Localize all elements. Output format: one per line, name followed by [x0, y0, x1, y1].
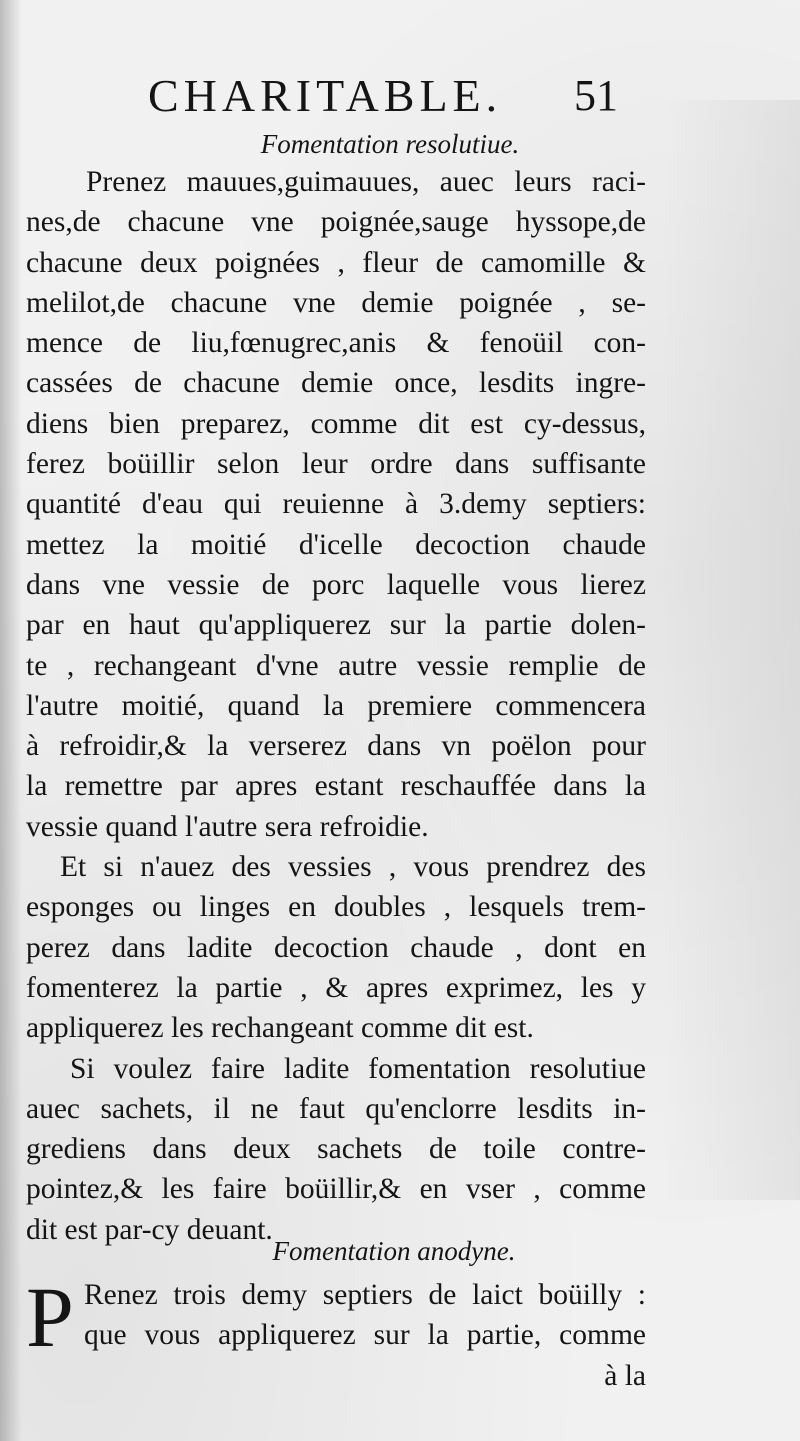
text-line: vessie quand l'autre sera refroidie. — [26, 810, 429, 843]
text-line: cassées de chacune demie once, lesdits ingre- — [26, 367, 646, 400]
text-line: grediens dans deux sachets de toile contre- — [26, 1133, 646, 1166]
text-line: te , rechangeant d'vne autre vessie remplie de — [26, 649, 646, 682]
paragraph — [26, 1049, 646, 1250]
text-line: l'autre moitié, quand la premiere commencera — [26, 689, 646, 722]
page-header — [0, 68, 800, 128]
drop-cap: P — [26, 1269, 74, 1365]
text-line: dans vne vessie de porc laquelle vous lierez — [26, 568, 646, 601]
text-line: mettez la moitié d'icelle decoction chaude — [26, 528, 646, 561]
text-line: Si voulez faire ladite fomentation resolutiue — [70, 1052, 646, 1085]
page-gutter-shadow — [0, 0, 22, 1441]
text-line: pointez,& les faire boüillir,& en vser , comme — [26, 1173, 646, 1206]
text-line: que vous appliquerez sur la partie, comme — [84, 1319, 646, 1352]
text-line: à refroidir,& la verserez dans vn poëlon pour — [26, 730, 646, 763]
paragraph — [26, 162, 646, 847]
show-through-shadow — [660, 100, 800, 1200]
text-line: quantité d'eau qui reuienne à 3.demy septiers: — [26, 488, 646, 521]
section-body — [26, 162, 646, 1250]
text-line: par en haut qu'appliquerez sur la partie dolen- — [26, 609, 646, 642]
section-title: Fomentation anodyne. — [272, 1236, 516, 1266]
text-line: ferez boüillir selon leur ordre dans suffisante — [26, 448, 646, 481]
text-line: à la — [604, 1359, 646, 1392]
page-number: 51 — [574, 71, 618, 120]
paragraph — [26, 847, 646, 1048]
text-line: mence de liu,fœnugrec,anis & fenoüil con- — [26, 327, 646, 360]
text-line: fomenterez la partie , & apres exprimez, les y — [26, 971, 646, 1004]
text-line: Prenez mauues,guimauues, auec leurs raci- — [86, 166, 646, 198]
text-line: auec sachets, il ne faut qu'enclorre lesdits in- — [26, 1092, 646, 1125]
text-line: dit est par-cy deuant. — [26, 1213, 273, 1246]
text-line: Et si n'auez des vessies , vous prendrez des — [60, 851, 646, 884]
text-line: nes,de chacune vne poignée,sauge hyssope,de — [26, 206, 646, 239]
text-line: esponges ou linges en doubles , lesquels trem- — [26, 891, 646, 924]
text-line: Renez trois demy septiers de laict boüilly : — [84, 1279, 646, 1311]
text-line: chacune deux poignées , fleur de camomille & — [26, 246, 646, 279]
paragraph — [26, 1269, 646, 1396]
running-head: CHARITABLE. — [148, 70, 503, 121]
text-line: la remettre par apres estant reschauffée dans la — [26, 770, 646, 803]
section-title: Fomentation resolutiue. — [260, 129, 520, 159]
text-line: diens bien preparez, comme dit est cy-dessus, — [26, 407, 646, 440]
text-line: appliquerez les rechangeant comme dit est. — [26, 1012, 534, 1045]
text-line: perez dans ladite decoction chaude , dont en — [26, 931, 646, 964]
section-body — [26, 1269, 646, 1396]
text-line: melilot,de chacune vne demie poignée , se- — [26, 286, 646, 319]
